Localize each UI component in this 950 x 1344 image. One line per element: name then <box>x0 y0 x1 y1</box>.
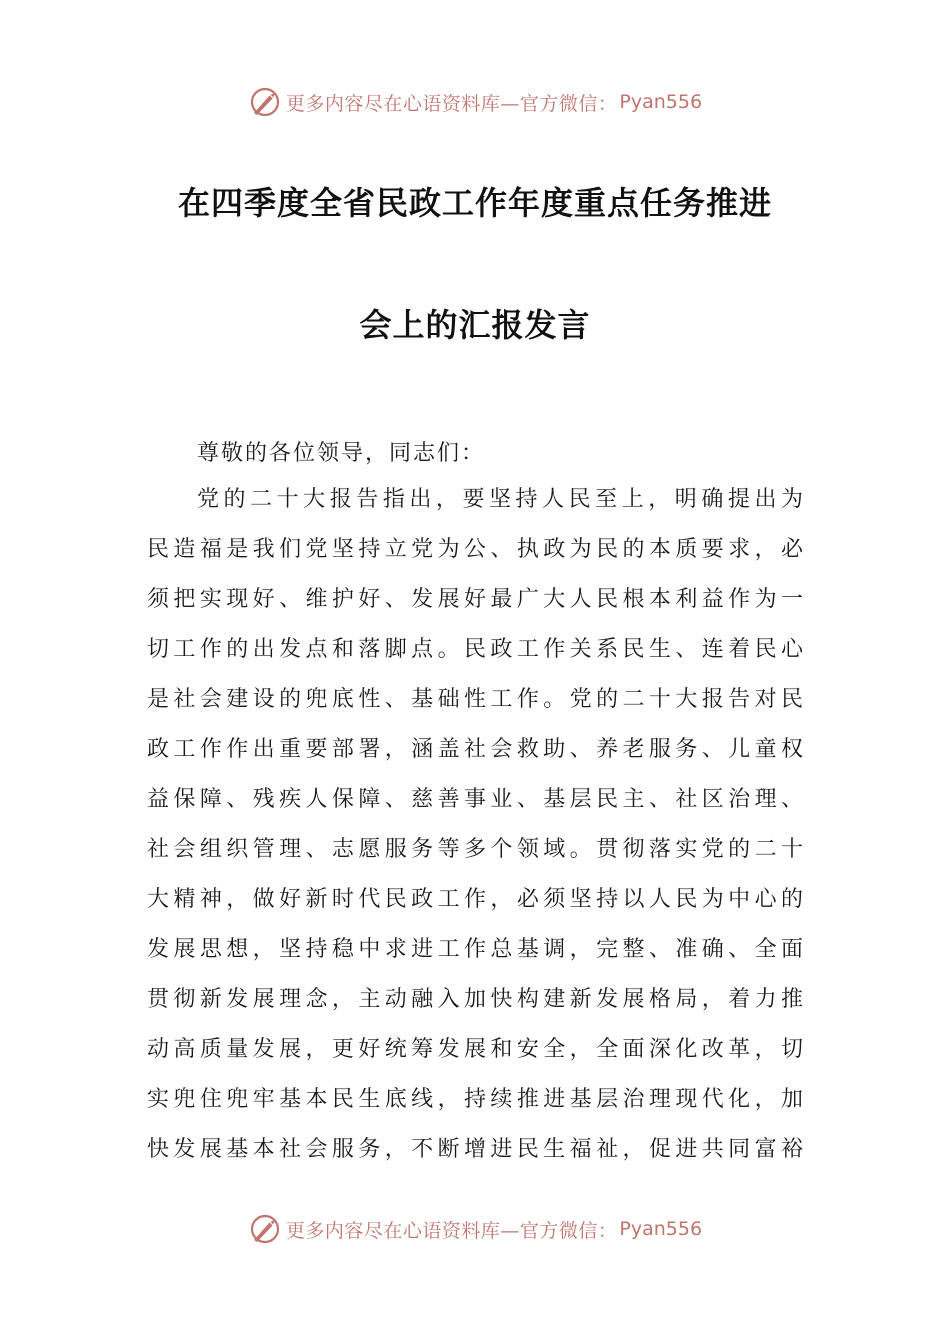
paragraph-line: 发展思想，坚持稳中求进工作总基调，完整、准确、全面 <box>147 937 803 962</box>
paragraph-line: 民造福是我们党坚持立党为公、执政为民的本质要求，必 <box>147 537 803 562</box>
paragraph-line: 党的二十大报告指出，要坚持人民至上，明确提出为 <box>197 487 803 512</box>
paragraph-line: 大精神，做好新时代民政工作，必须坚持以人民为中心的 <box>147 887 803 912</box>
paragraph-line: 须把实现好、维护好、发展好最广大人民根本利益作为一 <box>147 587 803 612</box>
document-title-line-2: 会上的汇报发言 <box>359 306 591 344</box>
paragraph-line: 动高质量发展，更好统筹发展和安全，全面深化改革，切 <box>147 1037 803 1062</box>
watermark-text: 更多内容尽在心语资料库—官方微信： <box>285 1219 618 1242</box>
paragraph-line: 实兜住兜牢基本民生底线，持续推进基层治理现代化，加 <box>147 1087 803 1112</box>
document-title-line-1: 在四季度全省民政工作年度重点任务推进 <box>177 184 772 222</box>
paragraph-line: 社会组织管理、志愿服务等多个领域。贯彻落实党的二十 <box>147 837 803 862</box>
salutation: 尊敬的各位领导，同志们： <box>197 441 486 466</box>
pen-nib-circle-icon <box>248 85 282 119</box>
watermark-wechat-id: Pyan556 <box>619 1218 703 1240</box>
paragraph-line: 是社会建设的兜底性、基础性工作。党的二十大报告对民 <box>147 687 803 712</box>
footer-watermark <box>0 1209 950 1249</box>
paragraph-line: 快发展基本社会服务，不断增进民生福祉，促进共同富裕 <box>147 1137 803 1162</box>
watermark-wechat-id: Pyan556 <box>619 91 703 113</box>
watermark-text: 更多内容尽在心语资料库—官方微信： <box>285 92 618 115</box>
paragraph-line: 贯彻新发展理念，主动融入加快构建新发展格局，着力推 <box>147 987 803 1012</box>
paragraph-line: 益保障、残疾人保障、慈善事业、基层民主、社区治理、 <box>147 787 803 812</box>
paragraph-line: 切工作的出发点和落脚点。民政工作关系民生、连着民心 <box>147 637 803 662</box>
pen-nib-circle-icon <box>248 1212 282 1246</box>
paragraph-line: 政工作作出重要部署，涵盖社会救助、养老服务、儿童权 <box>147 737 803 762</box>
header-watermark <box>0 82 950 122</box>
